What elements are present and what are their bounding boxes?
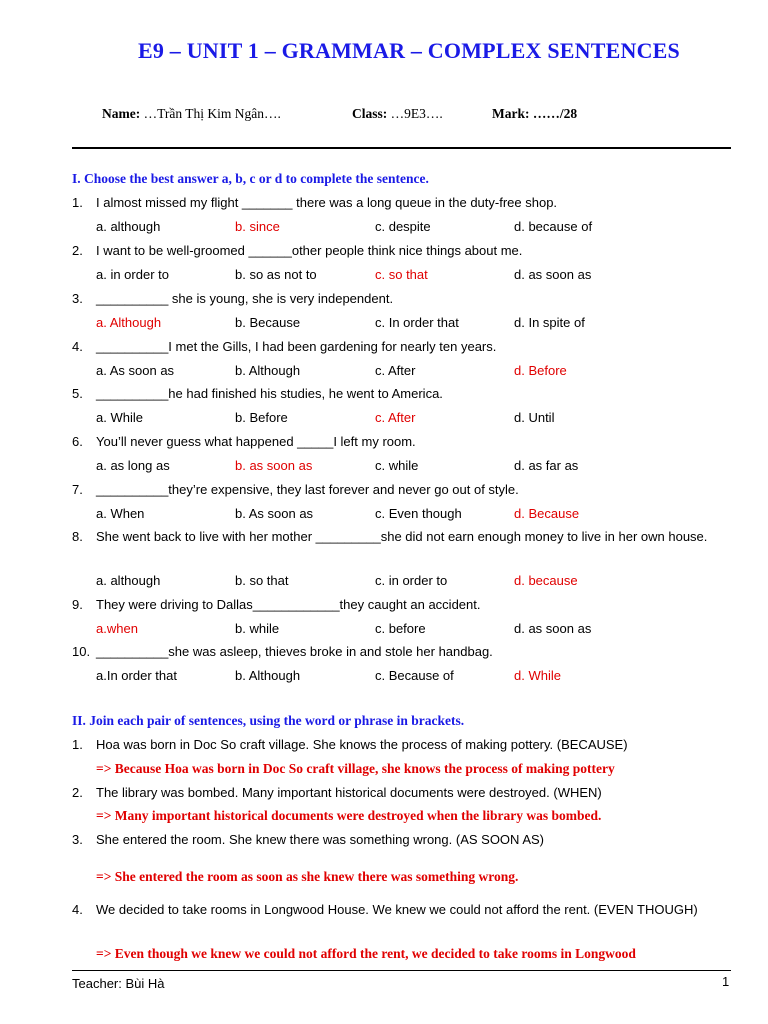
item-text: She entered the room. She knew there was something wrong. (AS SOON AS) (96, 832, 544, 847)
section1-heading: I. Choose the best answer a, b, c or d to complete the sentence. (72, 171, 429, 186)
answer-option[interactable]: d. Until (514, 410, 555, 425)
selected-answer-option[interactable]: d. Before (514, 363, 567, 378)
answer-option[interactable]: a. As soon as (96, 363, 175, 378)
item-text: The library was bombed. Many important historical documents were destroyed. (WHEN) (96, 785, 602, 800)
mark-field: Mark: ……/28 (492, 106, 578, 121)
answer-option[interactable]: b. so as not to (235, 267, 317, 282)
question-number: 2. (72, 243, 83, 258)
answer-option[interactable]: b. so that (235, 573, 289, 588)
selected-answer-option[interactable]: b. as soon as (235, 458, 313, 473)
question-number: 6. (72, 434, 83, 449)
worksheet-title: E9 – UNIT 1 – GRAMMAR – COMPLEX SENTENCES (138, 38, 680, 63)
answer-option[interactable]: d. as far as (514, 458, 579, 473)
answer-option[interactable]: a. in order to (96, 267, 169, 282)
answer-option[interactable]: b. Although (235, 668, 301, 683)
question-number: 5. (72, 386, 83, 401)
header-divider (72, 147, 731, 149)
item-answer: => She entered the room as soon as she knew there was something wrong. (96, 869, 519, 884)
teacher-name: Teacher: Bùi Hà (72, 976, 165, 991)
answer-option[interactable]: d. as soon as (514, 267, 592, 282)
selected-answer-option[interactable]: a. Although (96, 315, 162, 330)
question-number: 4. (72, 339, 83, 354)
answer-option[interactable]: b. Before (235, 410, 288, 425)
answer-option[interactable]: b. while (235, 621, 280, 636)
answer-option[interactable]: c. despite (375, 219, 431, 234)
question-text: She went back to live with her mother _________she did not earn enough money to live in her own house. (96, 529, 708, 544)
item-number: 3. (72, 832, 83, 847)
answer-option[interactable]: a. as long as (96, 458, 170, 473)
selected-answer-option[interactable]: d. While (514, 668, 561, 683)
question-number: 3. (72, 291, 83, 306)
footer-divider (72, 970, 731, 971)
question-number: 9. (72, 597, 83, 612)
class-field: Class: …9E3…. (352, 106, 443, 121)
question-text: __________she was asleep, thieves broke in and stole her handbag. (96, 644, 493, 659)
question-number: 1. (72, 195, 83, 210)
answer-option[interactable]: b. Because (235, 315, 301, 330)
question-text: __________he had finished his studies, he went to America. (96, 386, 443, 401)
answer-option[interactable]: b. As soon as (235, 506, 314, 521)
answer-option[interactable]: c. Because of (375, 668, 454, 683)
answer-option[interactable]: a.In order that (96, 668, 177, 683)
answer-option[interactable]: c. After (375, 363, 416, 378)
answer-option[interactable]: a. although (96, 573, 161, 588)
answer-option[interactable]: b. Although (235, 363, 301, 378)
question-number: 8. (72, 529, 83, 544)
question-text: __________they’re expensive, they last forever and never go out of style. (96, 482, 519, 497)
selected-answer-option[interactable]: c. After (375, 410, 416, 425)
item-text: Hoa was born in Doc So craft village. She knows the process of making pottery. (BECAUSE) (96, 737, 628, 752)
answer-option[interactable]: d. In spite of (514, 315, 585, 330)
answer-option[interactable]: a. When (96, 506, 145, 521)
selected-answer-option[interactable]: b. since (235, 219, 280, 234)
answer-option[interactable]: c. before (375, 621, 426, 636)
question-text: They were driving to Dallas____________they caught an accident. (96, 597, 481, 612)
section2-heading: II. Join each pair of sentences, using the word or phrase in brackets. (72, 713, 465, 728)
question-text: You’ll never guess what happened _____I left my room. (96, 434, 416, 449)
selected-answer-option[interactable]: a.when (96, 621, 138, 636)
answer-option[interactable]: d. because of (514, 219, 593, 234)
question-text: I almost missed my flight _______ there was a long queue in the duty-free shop. (96, 195, 558, 210)
item-text: We decided to take rooms in Longwood House. We knew we could not afford the rent. (EVEN THOUGH) (96, 902, 698, 917)
question-number: 7. (72, 482, 83, 497)
item-answer: => Many important historical documents were destroyed when the library was bombed. (96, 808, 602, 823)
question-text: I want to be well-groomed ______other people think nice things about me. (96, 243, 523, 258)
question-text: __________I met the Gills, I had been gardening for nearly ten years. (96, 339, 497, 354)
answer-option[interactable]: c. in order to (375, 573, 448, 588)
item-number: 1. (72, 737, 83, 752)
selected-answer-option[interactable]: d. Because (514, 506, 580, 521)
page-number: 1 (722, 974, 730, 989)
item-answer: => Because Hoa was born in Doc So craft village, she knows the process of making pottery (96, 761, 615, 776)
item-number: 4. (72, 902, 83, 917)
answer-option[interactable]: c. while (375, 458, 419, 473)
name-field: Name: …Trần Thị Kim Ngân…. (102, 106, 281, 121)
question-text: __________ she is young, she is very independent. (96, 291, 394, 306)
item-answer: => Even though we knew we could not afford the rent, we decided to take rooms in Longwood (96, 946, 636, 961)
selected-answer-option[interactable]: c. so that (375, 267, 428, 282)
answer-option[interactable]: c. In order that (375, 315, 459, 330)
answer-option[interactable]: c. Even though (375, 506, 462, 521)
selected-answer-option[interactable]: d. because (514, 573, 578, 588)
answer-option[interactable]: d. as soon as (514, 621, 592, 636)
item-number: 2. (72, 785, 83, 800)
answer-option[interactable]: a. although (96, 219, 161, 234)
question-number: 10. (72, 644, 91, 659)
answer-option[interactable]: a. While (96, 410, 143, 425)
